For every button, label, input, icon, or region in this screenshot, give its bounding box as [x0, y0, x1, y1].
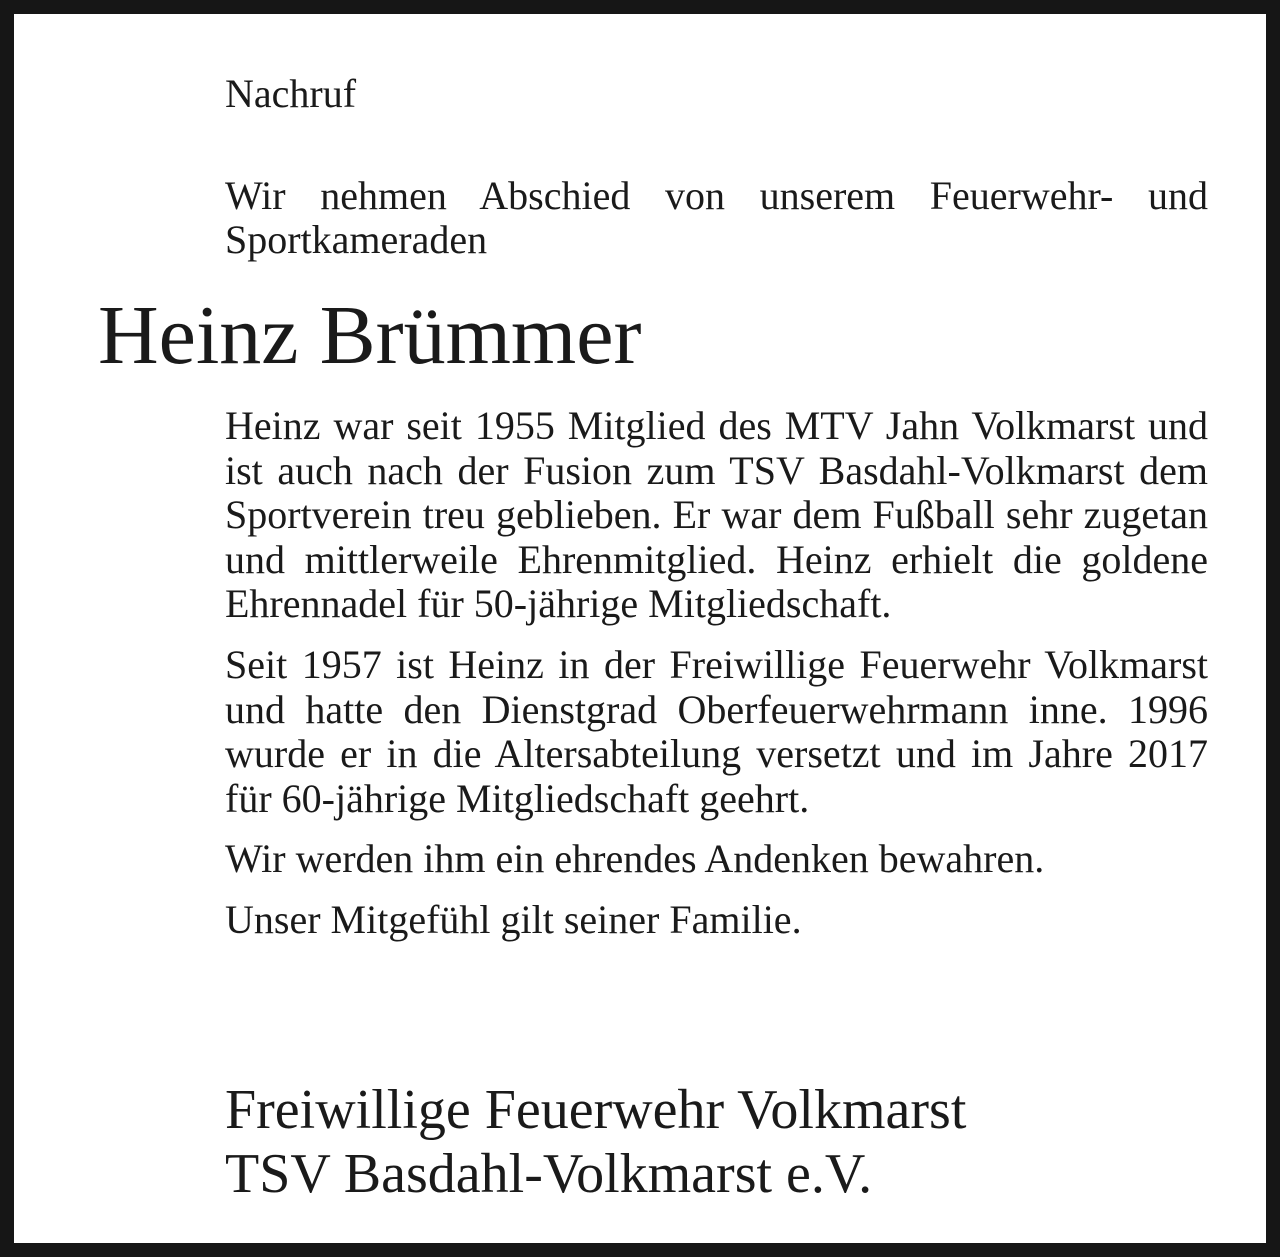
paragraph-fire-brigade: Seit 1957 ist Heinz in der Freiwillige Feuerwehr Volkmarst und hatte den Dienstgrad Oberfeuerwehrmann inne. 1996 wurde er in die Altersabteilung versetzt und im Jahre 2017 für 60-jährige Mitgliedschaft geehrt. — [225, 641, 1208, 821]
intro-text: Wir nehmen Abschied von unserem Feuerwehr- und Sportkameraden — [225, 173, 1208, 262]
signature-block — [225, 1078, 966, 1206]
signature-sports-club: TSV Basdahl-Volkmarst e.V. — [225, 1143, 873, 1205]
paragraph-remembrance: Wir werden ihm ein ehrendes Andenken bewahren. — [225, 836, 1045, 882]
notice-label: Nachruf — [225, 71, 357, 116]
paragraph-condolence: Unser Mitgefühl gilt seiner Familie. — [225, 896, 802, 942]
paragraph-sports-club: Heinz war seit 1955 Mitglied des MTV Jahn Volkmarst und ist auch nach der Fusion zum TSV Basdahl-Volkmarst dem Sportverein treu geblieben. Er war dem Fußball sehr zugetan und mittlerweile Ehrenmitglied. Heinz erhielt die goldene Ehrennadel für 50-jährige Mitgliedschaft. — [225, 403, 1208, 627]
obituary-body — [225, 404, 1208, 959]
deceased-name: Heinz Brümmer — [98, 289, 642, 382]
signature-fire-brigade: Freiwillige Feuerwehr Volkmarst — [225, 1079, 967, 1141]
